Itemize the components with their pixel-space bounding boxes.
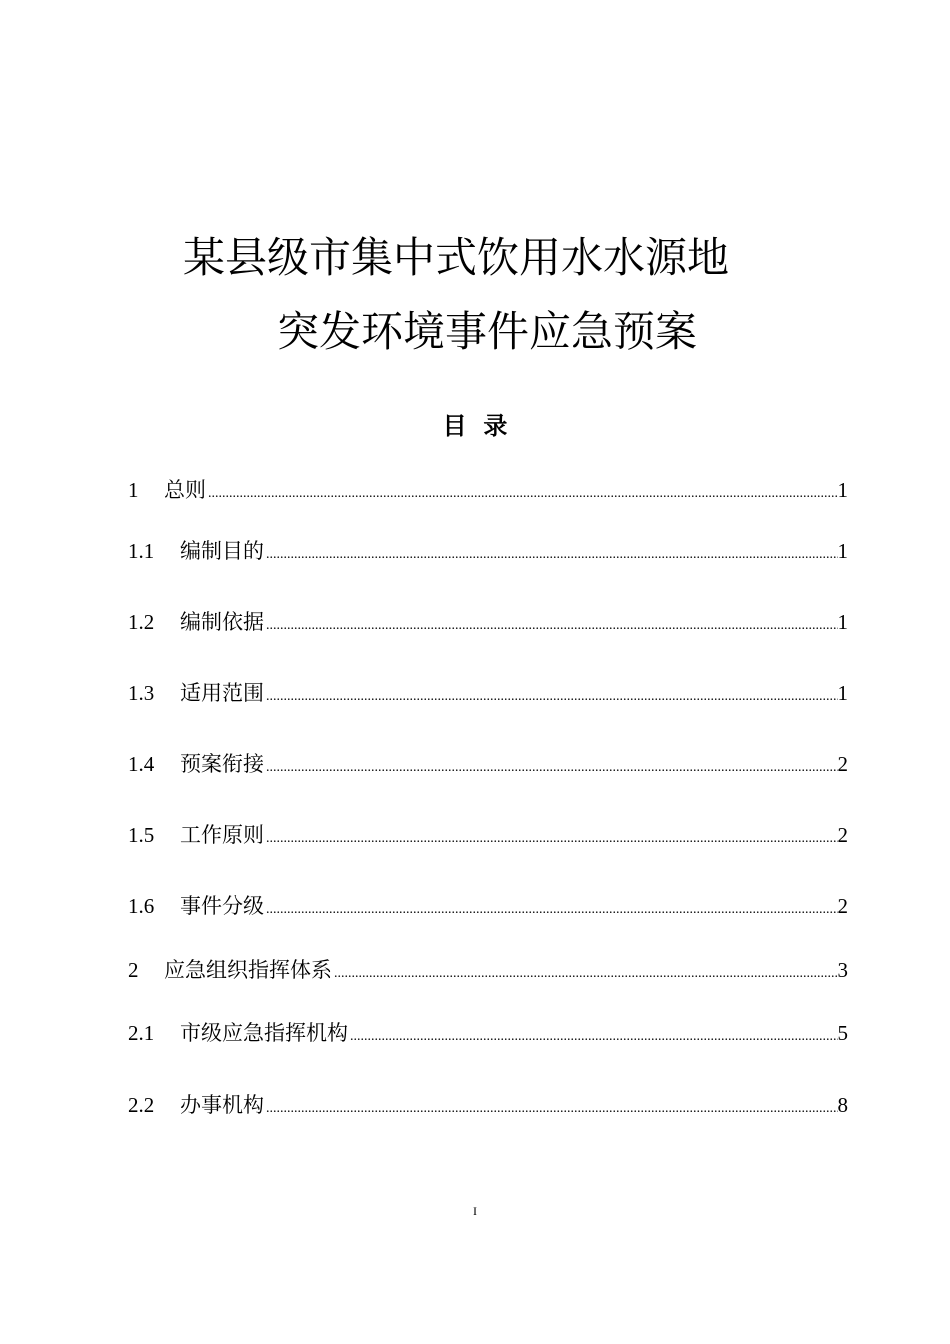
toc-dot-leader — [264, 824, 838, 854]
toc-entry-number: 1.5 — [128, 823, 155, 847]
toc-entry-number: 2 — [128, 958, 139, 982]
toc-dot-leader — [206, 479, 838, 509]
toc-dot-leader — [264, 611, 838, 641]
toc-dot-leader — [264, 895, 838, 925]
toc-dot-leader — [332, 959, 838, 989]
toc-entry-page: 8 — [837, 1093, 848, 1117]
toc-entry-number: 1.1 — [128, 539, 155, 563]
toc-entry-number: 1.3 — [128, 681, 155, 705]
toc-entry-number: 1 — [128, 478, 139, 502]
toc-entry-title: 事件分级 — [180, 894, 264, 918]
toc-entry-page: 2 — [837, 752, 848, 776]
toc-entry-page: 2 — [837, 894, 848, 918]
toc-entry-page: 1 — [837, 539, 848, 563]
toc-entry-title: 预案衔接 — [180, 752, 264, 776]
toc-entry[interactable] — [128, 1018, 848, 1052]
toc-entry-page: 2 — [837, 823, 848, 847]
toc-entry-title: 应急组织指挥体系 — [164, 958, 332, 982]
toc-dot-leader — [348, 1022, 838, 1052]
toc-entry-page: 5 — [837, 1021, 848, 1045]
toc-entry-title: 办事机构 — [180, 1093, 264, 1117]
toc-dot-leader — [264, 682, 838, 712]
toc-entry-number: 1.2 — [128, 610, 155, 634]
toc-dot-leader — [264, 540, 838, 570]
toc-dot-leader — [264, 1094, 838, 1124]
toc-entry[interactable] — [128, 749, 848, 783]
toc-entry-title: 适用范围 — [180, 681, 264, 705]
toc-entry[interactable] — [128, 607, 848, 641]
toc-entry-page: 1 — [837, 681, 848, 705]
toc-entry-number: 2.2 — [128, 1093, 155, 1117]
toc-entry[interactable] — [128, 955, 848, 989]
document-title-line-1: 某县级市集中式饮用水水源地 — [183, 233, 730, 282]
toc-entry-title: 市级应急指挥机构 — [180, 1021, 348, 1045]
page-number: I — [473, 1204, 477, 1218]
toc-entry-number: 1.4 — [128, 752, 155, 776]
toc-entry[interactable] — [128, 1090, 848, 1124]
toc-entry-page: 1 — [837, 610, 848, 634]
toc-entry-title: 编制依据 — [180, 610, 264, 634]
toc-entry-number: 2.1 — [128, 1021, 155, 1045]
toc-entry[interactable] — [128, 475, 848, 509]
toc-entry-title: 总则 — [164, 478, 206, 502]
toc-entry[interactable] — [128, 820, 848, 854]
toc-entry-page: 1 — [837, 478, 848, 502]
toc-heading: 目 录 — [442, 412, 508, 440]
toc-entry[interactable] — [128, 536, 848, 570]
toc-entry-title: 工作原则 — [180, 823, 264, 847]
toc-dot-leader — [264, 753, 838, 783]
toc-entry[interactable] — [128, 678, 848, 712]
toc-entry-page: 3 — [837, 958, 848, 982]
toc-entry-title: 编制目的 — [180, 539, 264, 563]
toc-entry-number: 1.6 — [128, 894, 155, 918]
document-title-line-2: 突发环境事件应急预案 — [277, 307, 698, 356]
toc-entry[interactable] — [128, 891, 848, 925]
